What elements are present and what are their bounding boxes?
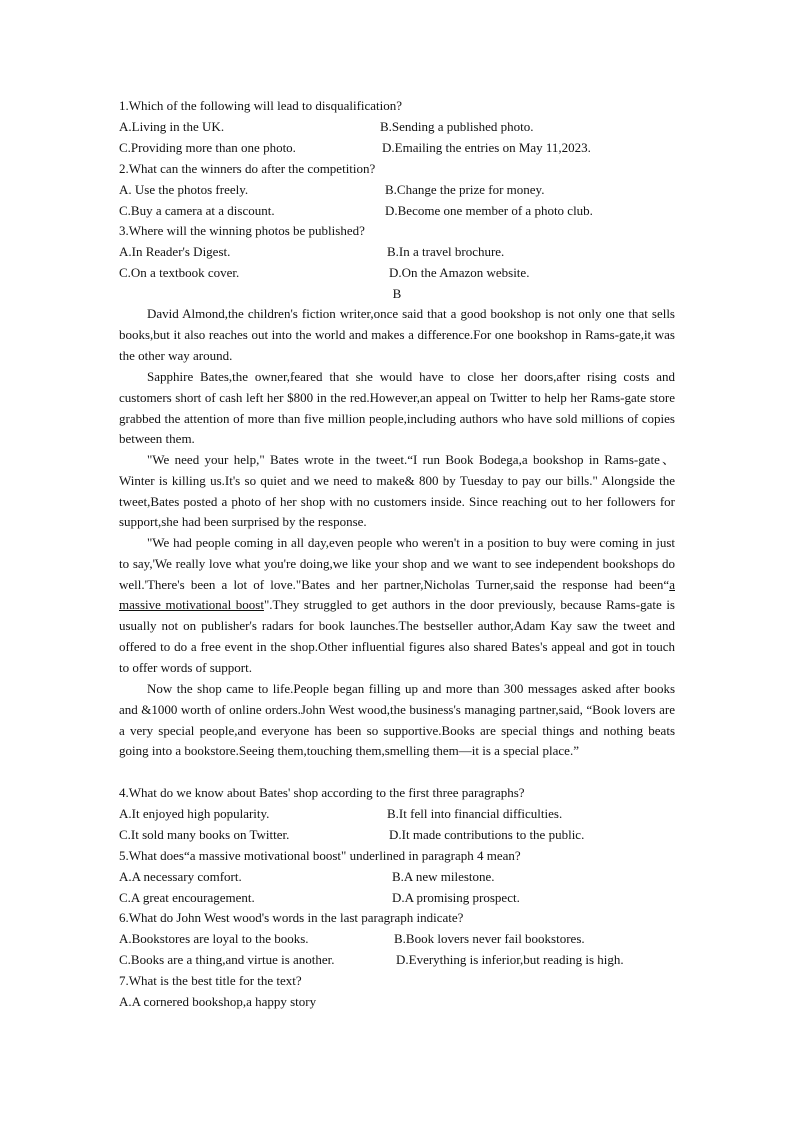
question-2-option-a: A. Use the photos freely. [119, 182, 249, 197]
paragraph-4-text-after: ".They struggled to get authors in the door previously, because Rams-gate is usually not on publisher's radars for book launches.The bestseller author,Adam Kay saw the tweet and offered to do a free event in the shop.Other influential figures also shared Bates's appeal and got in touch to offer words of support. [119, 597, 675, 675]
question-4-option-b: B.It fell into financial difficulties. [387, 806, 563, 821]
paragraph-4-text-before: "We had people coming in all day,even people who weren't in a position to buy were coming in just to say,'We really love what you're doing,we like your shop and we want to see independent bookshops do well.'There's been a lot of love."Bates and her partner,Nicholas Turner,said the response had been“ [119, 535, 675, 592]
question-3-option-a: A.In Reader's Digest. [119, 244, 231, 259]
passage-paragraph-2: Sapphire Bates,the owner,feared that she would have to close her doors,after rising costs and customers short of cash left her $800 in the red.However,an appeal on Twitter to help her Rams-gate store grabbed the attention of more than five million people,including authors who have sold millions of copies between them. [119, 369, 675, 447]
passage-paragraph-4 [119, 533, 675, 679]
question-1-option-c: C.Providing more than one photo. [119, 140, 296, 155]
question-1-stem: 1.Which of the following will lead to disqualification? [119, 98, 403, 113]
question-5-option-a: A.A necessary comfort. [119, 869, 242, 884]
question-6-option-d: D.Everything is inferior,but reading is high. [396, 952, 624, 967]
question-3-option-b: B.In a travel brochure. [387, 244, 505, 259]
question-5-option-b: B.A new milestone. [392, 869, 495, 884]
section-label: B [392, 286, 402, 301]
question-3-option-c: C.On a textbook cover. [119, 265, 240, 280]
question-4-option-c: C.It sold many books on Twitter. [119, 827, 290, 842]
question-7-option-a: A.A cornered bookshop,a happy story [119, 994, 317, 1009]
question-2-option-b: B.Change the prize for money. [385, 182, 545, 197]
question-2-option-c: C.Buy a camera at a discount. [119, 203, 275, 218]
question-6-option-c: C.Books are a thing,and virtue is another. [119, 952, 335, 967]
question-4-option-a: A.It enjoyed high popularity. [119, 806, 270, 821]
question-7-stem: 7.What is the best title for the text? [119, 973, 302, 988]
question-2-option-d: D.Become one member of a photo club. [385, 203, 593, 218]
question-1-option-d: D.Emailing the entries on May 11,2023. [382, 140, 591, 155]
question-2-stem: 2.What can the winners do after the competition? [119, 161, 376, 176]
question-4-stem: 4.What do we know about Bates' shop according to the first three paragraphs? [119, 785, 525, 800]
question-5-option-c: C.A great encouragement. [119, 890, 255, 905]
question-6-stem: 6.What do John West wood's words in the last paragraph indicate? [119, 910, 464, 925]
question-3-stem: 3.Where will the winning photos be published? [119, 223, 365, 238]
passage-paragraph-1: David Almond,the children's fiction writer,once said that a good bookshop is not only one that sells books,but it also reaches out into the world and makes a difference.For one bookshop in Rams-gate,it was the other way around. [119, 306, 675, 363]
question-6-option-b: B.Book lovers never fail bookstores. [394, 931, 585, 946]
question-4-option-d: D.It made contributions to the public. [389, 827, 585, 842]
question-5-stem: 5.What does“a massive motivational boost" underlined in paragraph 4 mean? [119, 848, 521, 863]
passage-paragraph-5: Now the shop came to life.People began filling up and more than 300 messages asked after books and &1000 worth of online orders.John West wood,the business's managing partner,said, “Book lovers are a very special people,and everyone has been so supportive.Books are special things and nothing beats going into a bookstore.Seeing them,touching them,smelling them—it is a special place.” [119, 681, 675, 759]
question-3-option-d: D.On the Amazon website. [389, 265, 530, 280]
question-5-option-d: D.A promising prospect. [392, 890, 520, 905]
question-1-option-a: A.Living in the UK. [119, 119, 225, 134]
question-1-option-b: B.Sending a published photo. [380, 119, 534, 134]
question-6-option-a: A.Bookstores are loyal to the books. [119, 931, 309, 946]
passage-paragraph-3: "We need your help," Bates wrote in the tweet.“I run Book Bodega,a bookshop in Rams-gate、Winter is killing us.It's so quiet and we need to make& 800 by Tuesday to pay our bills." Alongside the tweet,Bates posted a photo of her shop with no customers inside. Since reaching out to her followers for support,she had been surprised by the response. [119, 452, 675, 530]
underlined-phrase: a massive motivational boost [119, 576, 675, 613]
